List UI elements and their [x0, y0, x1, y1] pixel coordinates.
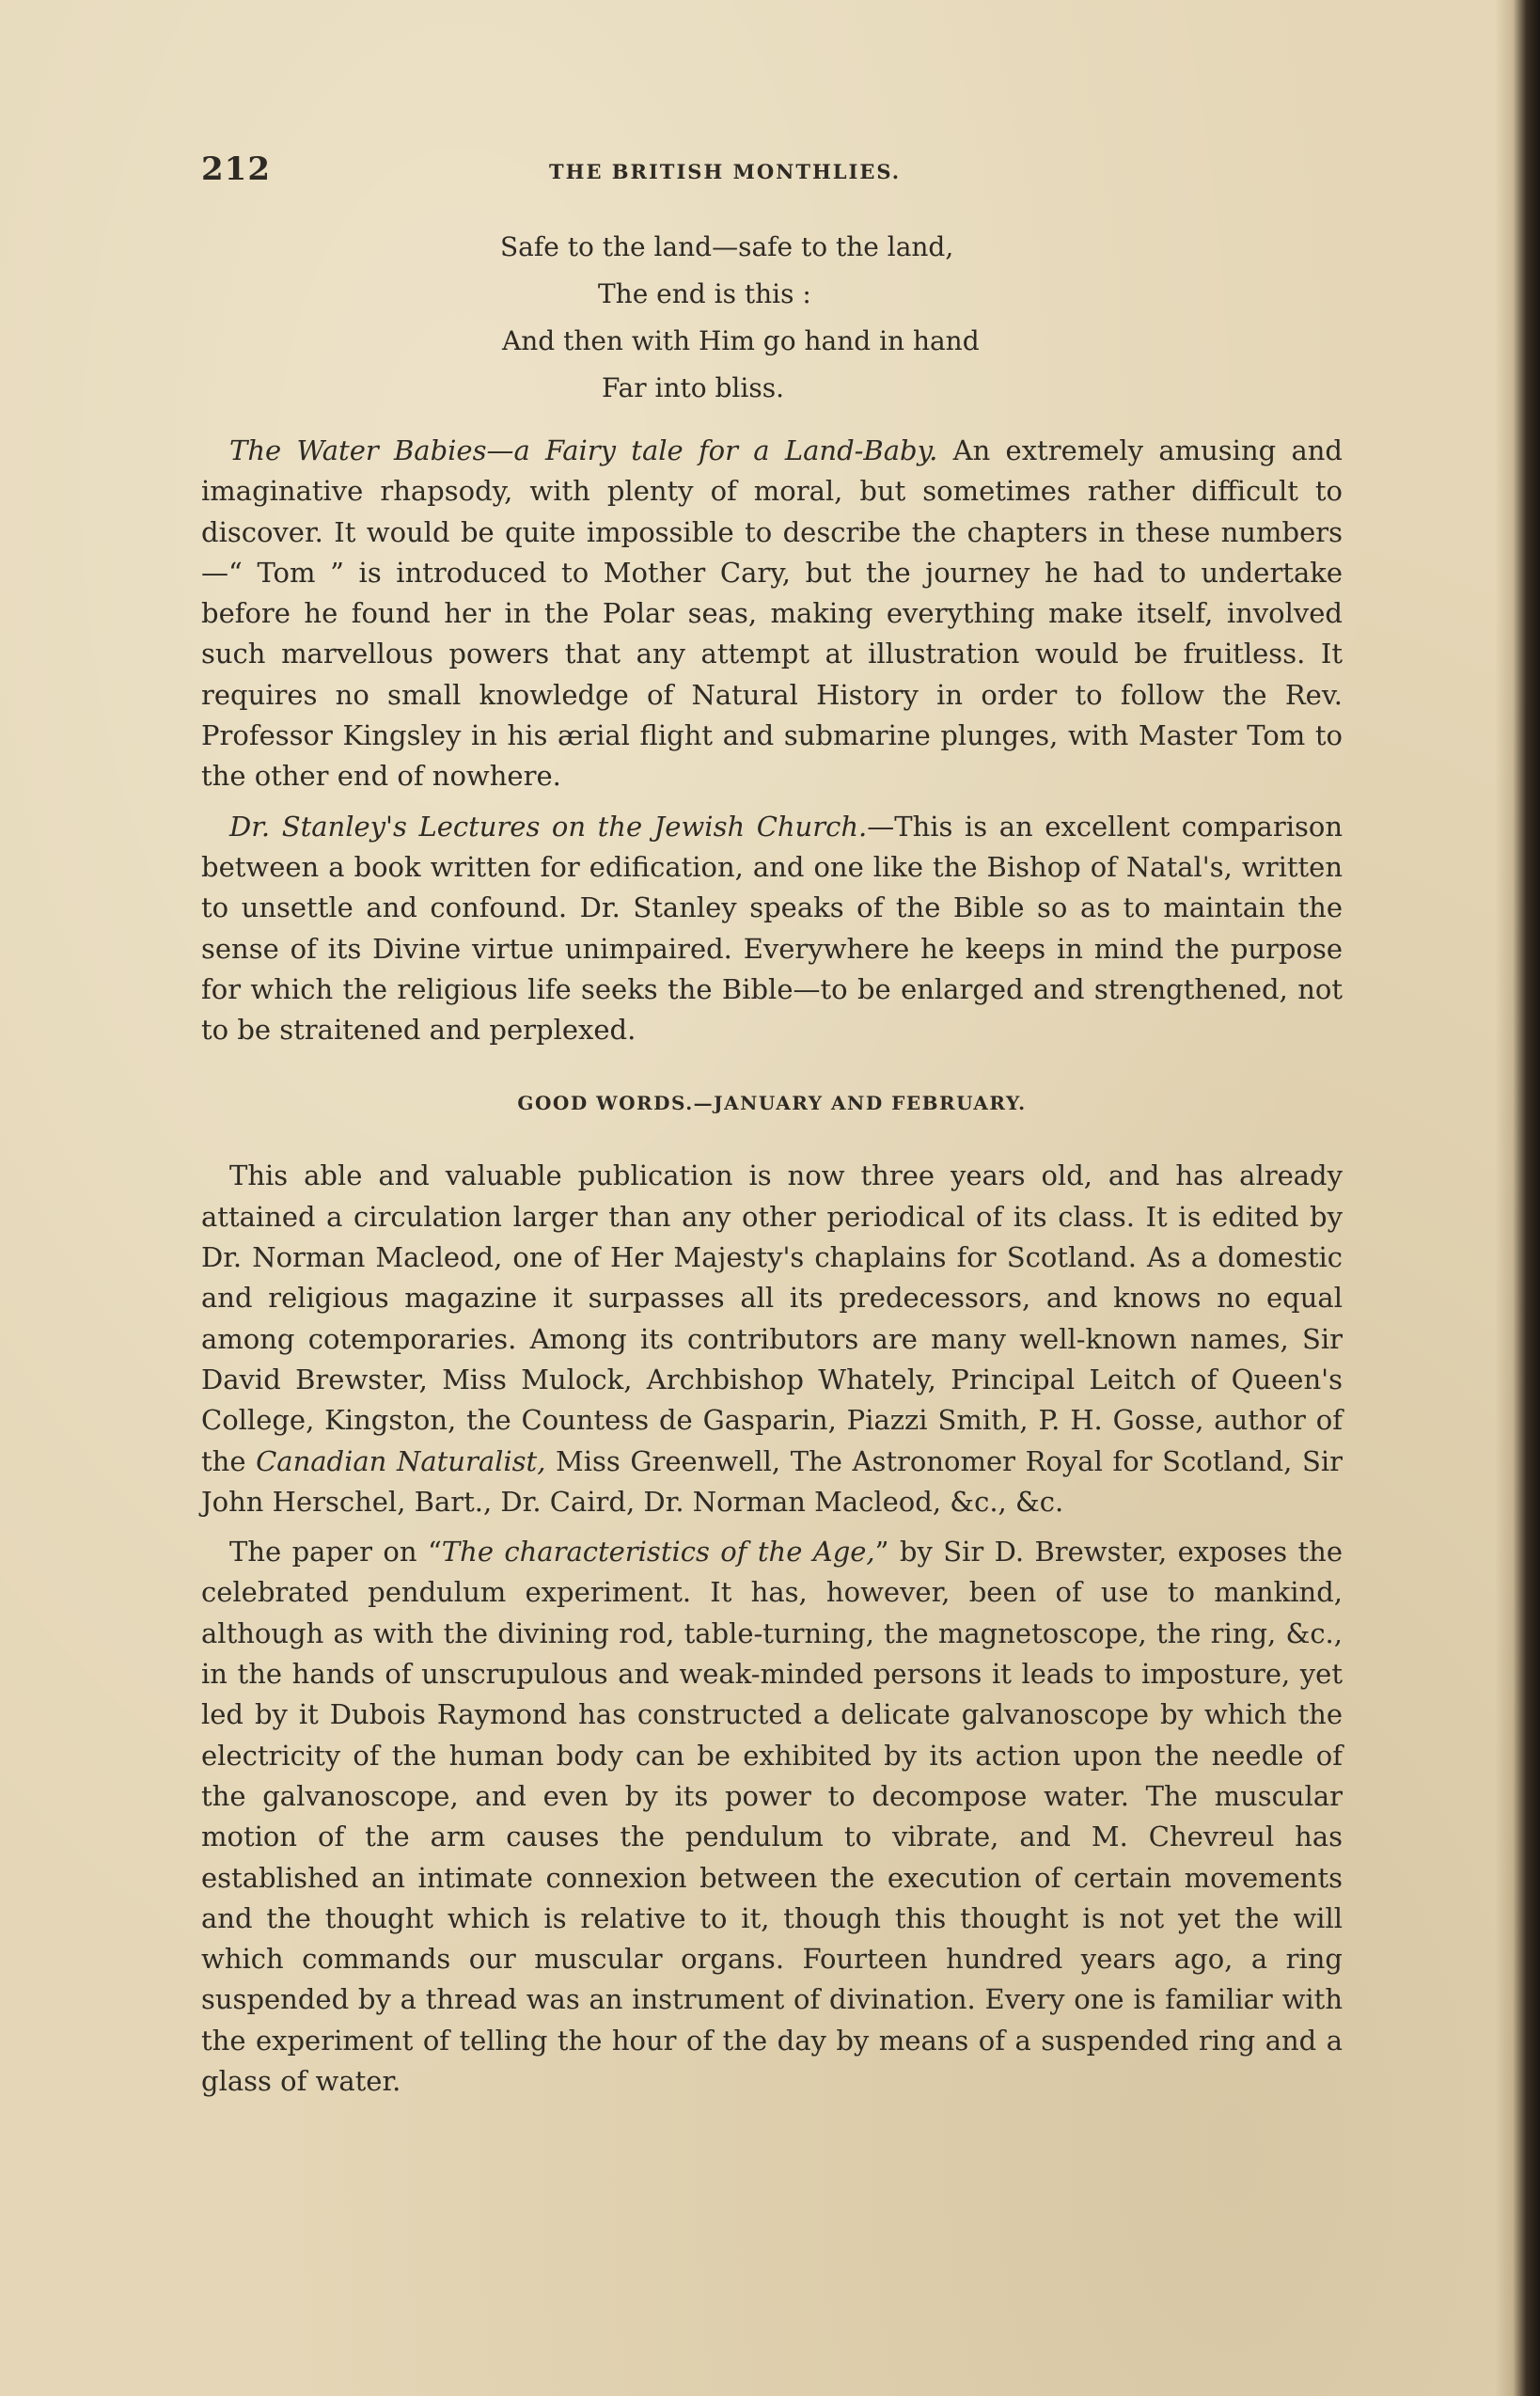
brewster-italic-title: The characteristics of the Age, — [441, 1536, 875, 1568]
stanley-review — [201, 807, 1343, 1051]
good-words-paragraph — [201, 1156, 1343, 1522]
good-words-text: This able and valuable publication is now three years old, and has already attained a circulation larger than any other periodical of its class. It is edited by Dr. Norman Macleod, one of Her Majesty's chaplains for Scotland. As a domestic and religious magazine it surpasses all its predecessors, and knows no equal among cotemporaries. Among its contributors are many well-known names, Sir David Brewster, Miss Mulock, Archbishop Whately, Principal Leitch of Queen's College, Kingston, the Countess de Gasparin, Piazzi Smith, P. H. Gosse, author of the — [201, 1159, 1343, 1477]
good-words-italic: Canadian Naturalist, — [256, 1444, 546, 1477]
page-edge-shadow — [1495, 0, 1540, 2396]
water-babies-title: The Water Babies—a Fairy tale for a Land-Baby. — [229, 434, 938, 466]
water-babies-review — [201, 431, 1343, 797]
running-title: THE BRITISH MONTHLIES. — [549, 160, 902, 183]
page-number: 212 — [201, 150, 271, 188]
section-heading: GOOD WORDS.—JANUARY AND FEBRUARY. — [517, 1092, 1027, 1115]
poem-line: And then with Him go hand in hand — [502, 325, 980, 356]
poem-line: Safe to the land—safe to the land, — [500, 231, 954, 262]
page-content — [201, 150, 1343, 2102]
brewster-text-end: ” by Sir D. Brewster, exposes the celebrated pendulum experiment. It has, however, been of use to mankind, although as with the divining rod, table-turning, the magnetoscope, the ring, &c., in the hands of unscrupulous and weak-minded persons it leads to imposture, yet led by it Dubois Raymond has constructed a delicate galvanoscope by which the electricity of the human body can be exhibited by its action upon the needle of the galvanoscope, and even by its power to decompose water. The muscular motion of the arm causes the pendulum to vibrate, and M. Chevreul has established an intimate connexion between the execution of certain movements and the thought which is relative to it, though this thought is not yet the will which commands our muscular organs. Fourteen hundred years ago, a ring suspended by a thread was an instrument of divination. Every one is familiar with the experiment of telling the hour of the day by means of a suspended ring and a glass of water. — [201, 1536, 1343, 2097]
water-babies-text: An extremely amusing and imaginative rhapsody, with plenty of moral, but sometimes rather difficult to discover. It would be quite impossible to describe the chapters in these numbers—“ Tom ” is introduced to Mother Cary, but the journey he had to undertake before he found her in the Polar seas, making everything make itself, involved such marvellous powers that any attempt at illustration would be fruitless. It requires no small knowledge of Natural History in order to follow the Rev. Professor Kingsley in his ærial flight and submarine plunges, with Master Tom to the other end of nowhere. — [201, 434, 1344, 793]
brewster-text: The paper on “ — [229, 1536, 442, 1568]
page-header — [201, 150, 1343, 199]
poem-line: Far into bliss. — [602, 372, 784, 403]
poem-stanza — [201, 224, 1343, 412]
poem-line: The end is this : — [598, 278, 811, 309]
brewster-paragraph — [201, 1532, 1343, 2102]
stanley-text: —This is an excellent comparison between a book written for edification, and one like the Bishop of Natal's, written to unsettle and confound. Dr. Stanley speaks of the Bible so as to maintain the sense of its Divine virtue unimpaired. Everywhere he keeps in mind the purpose for which the religious life seeks the Bible—to be enlarged and strengthened, not to be straitened and perplexed. — [201, 810, 1343, 1047]
good-words-text-end: Miss Greenwell, The Astronomer Royal for Scotland, Sir John Herschel, Bart., Dr. Caird, Dr. Norman Macleod, &c., &c. — [201, 1444, 1343, 1518]
stanley-title: Dr. Stanley's Lectures on the Jewish Church. — [229, 810, 868, 843]
